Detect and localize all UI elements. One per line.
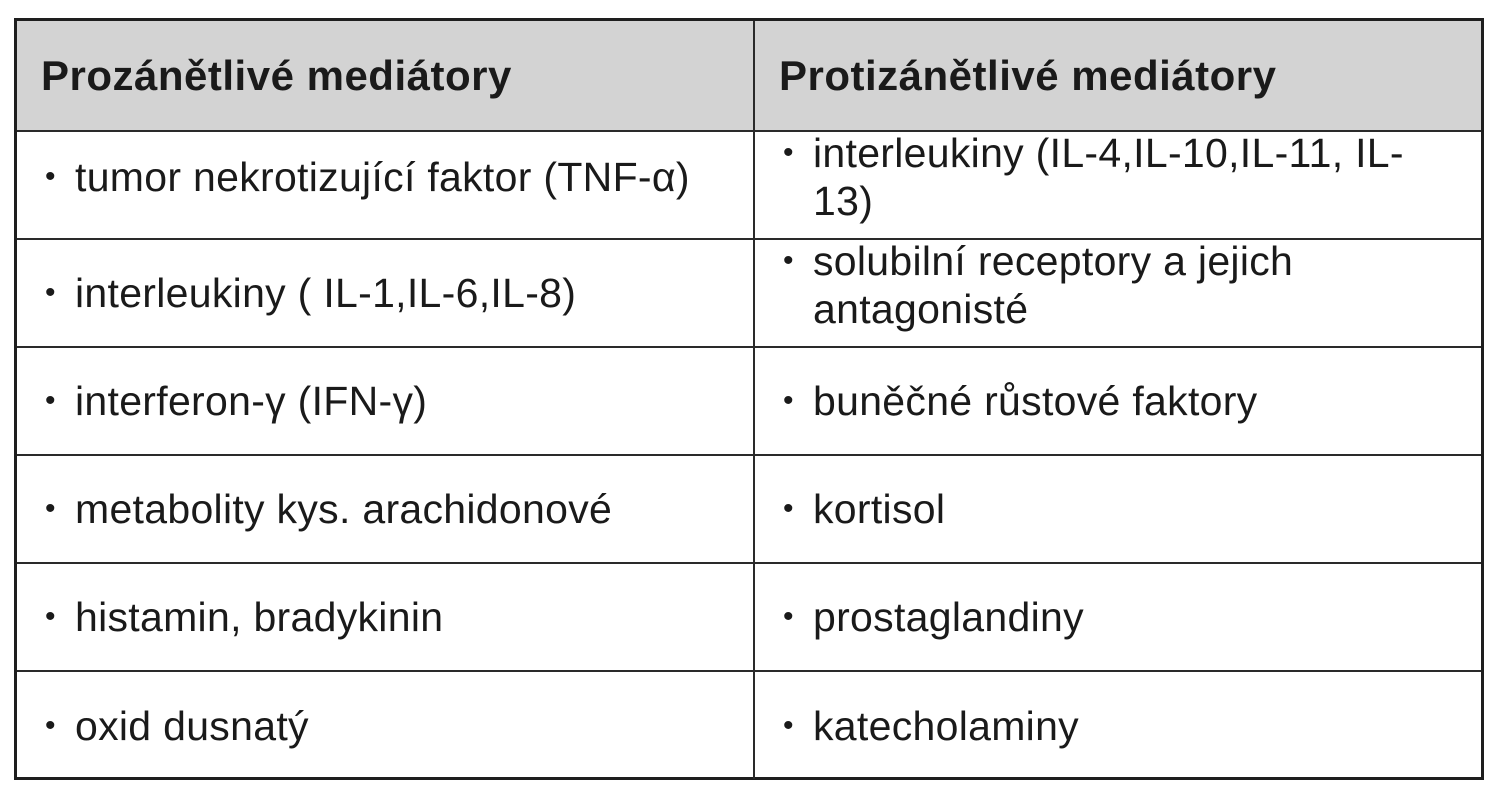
bullet-icon: • xyxy=(45,384,56,417)
header-proinflammatory: Prozánětlivé mediátory xyxy=(17,21,754,131)
table-cell xyxy=(17,671,754,779)
list-item xyxy=(781,237,1461,333)
bullet-icon: • xyxy=(45,160,56,193)
table-cell xyxy=(754,671,1481,779)
cell-text: histamin, bradykinin xyxy=(75,594,444,640)
table-cell xyxy=(754,347,1481,455)
cell-text: metabolity kys. arachidonové xyxy=(75,486,613,532)
header-antiinflammatory: Protizánětlivé mediátory xyxy=(754,21,1481,131)
list-item xyxy=(43,485,733,533)
table-cell xyxy=(754,239,1481,347)
bullet-icon: • xyxy=(783,384,794,417)
cell-text: interleukiny ( IL-1,IL-6,IL-8) xyxy=(75,270,577,316)
table-cell xyxy=(17,347,754,455)
table-row xyxy=(17,455,1481,563)
table-cell xyxy=(17,239,754,347)
list-item xyxy=(781,485,1461,533)
cell-text: interleukiny (IL-4,IL-10,IL-11, IL-13) xyxy=(813,130,1404,224)
cell-text: oxid dusnatý xyxy=(75,702,309,749)
cell-text: buněčné růstové faktory xyxy=(813,378,1258,424)
bullet-icon: • xyxy=(45,600,56,633)
cell-text: solubilní receptory a jejich antagonisté xyxy=(813,238,1294,332)
table-row xyxy=(17,239,1481,347)
bullet-icon: • xyxy=(783,136,794,169)
table-cell xyxy=(17,455,754,563)
table-row xyxy=(17,671,1481,779)
table-header-row xyxy=(17,21,1481,131)
table-cell xyxy=(17,131,754,239)
table-row xyxy=(17,563,1481,671)
mediators-table xyxy=(17,21,1481,779)
table-row xyxy=(17,347,1481,455)
list-item xyxy=(781,377,1461,425)
bullet-icon: • xyxy=(783,244,794,277)
table-cell xyxy=(754,563,1481,671)
list-item xyxy=(781,702,1461,750)
list-item xyxy=(43,702,733,750)
list-item xyxy=(781,129,1461,225)
list-item xyxy=(43,377,733,425)
table-cell xyxy=(754,455,1481,563)
table-row xyxy=(17,131,1481,239)
cell-text: interferon-γ (IFN-γ) xyxy=(75,378,428,424)
list-item xyxy=(781,593,1461,641)
cell-text: tumor nekrotizující faktor (TNF-α) xyxy=(75,154,690,200)
bullet-icon: • xyxy=(45,276,56,309)
cell-text: katecholaminy xyxy=(813,702,1079,749)
bullet-icon: • xyxy=(783,600,794,633)
bullet-icon: • xyxy=(45,492,56,525)
list-item xyxy=(43,153,733,201)
list-item xyxy=(43,593,733,641)
bullet-icon: • xyxy=(783,492,794,525)
list-item xyxy=(43,269,733,317)
bullet-icon: • xyxy=(45,708,56,742)
bullet-icon: • xyxy=(783,708,794,742)
table-cell xyxy=(754,131,1481,239)
cell-text: kortisol xyxy=(813,486,946,532)
mediators-table-frame xyxy=(14,18,1484,780)
cell-text: prostaglandiny xyxy=(813,594,1084,640)
table-cell xyxy=(17,563,754,671)
